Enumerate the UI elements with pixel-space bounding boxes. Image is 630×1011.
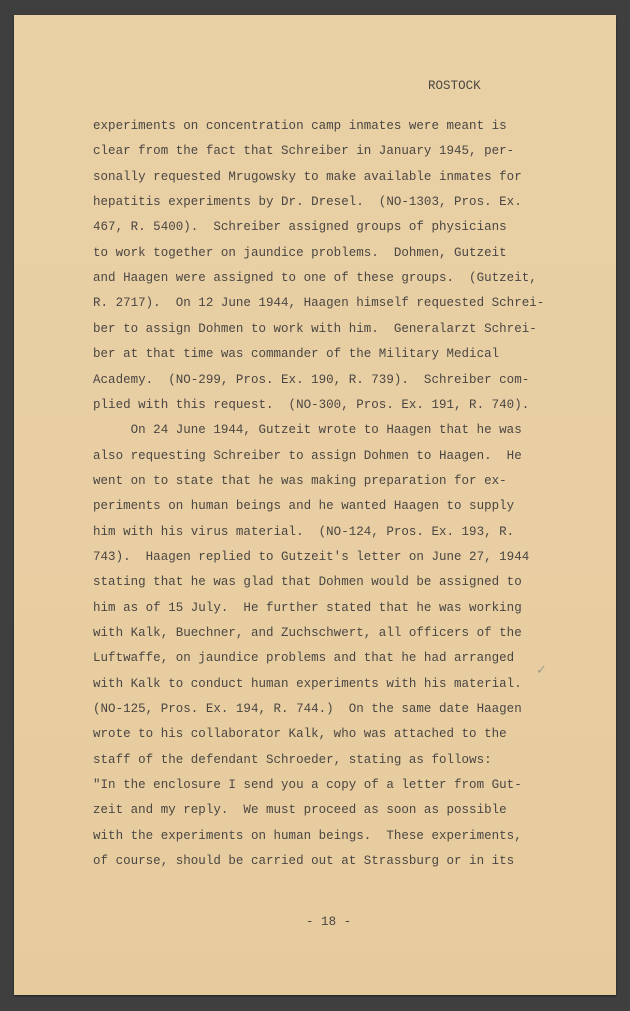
text-line: sonally requested Mrugowsky to make available inmates for [93,169,522,184]
text-line: "In the enclosure I send you a copy of a letter from Gut- [93,778,522,793]
text-line: him with his virus material. (NO-124, Pros. Ex. 193, R. [93,524,515,539]
text-line: staff of the defendant Schroeder, stating as follows: [93,752,492,767]
text-line: wrote to his collaborator Kalk, who was attached to the [93,727,507,742]
check-mark: ✓ [536,663,547,678]
text-line: to work together on jaundice problems. Dohmen, Gutzeit [93,245,507,260]
text-line: went on to state that he was making preparation for ex- [93,473,507,488]
text-line: with Kalk to conduct human experiments with his material. [93,676,522,691]
text-line: stating that he was glad that Dohmen would be assigned to [93,575,522,590]
text-line: him as of 15 July. He further stated that he was working [93,600,522,615]
text-line: of course, should be carried out at Strassburg or in its [93,854,515,869]
text-line: plied with this request. (NO-300, Pros. Ex. 191, R. 740). [93,397,530,412]
text-line: On 24 June 1944, Gutzeit wrote to Haagen that he was [93,423,522,438]
text-line: ber to assign Dohmen to work with him. Generalarzt Schrei- [93,321,537,336]
text-line: with the experiments on human beings. These experiments, [93,828,522,843]
text-line: 743). Haagen replied to Gutzeit's letter on June 27, 1944 [93,549,530,564]
text-line: clear from the fact that Schreiber in January 1945, per- [93,144,515,159]
page-number: - 18 - [306,915,352,929]
page-header: ROSTOCK [428,79,481,93]
text-line: zeit and my reply. We must proceed as soon as possible [93,803,507,818]
text-line: Academy. (NO-299, Pros. Ex. 190, R. 739). Schreiber com- [93,372,530,387]
document-page [14,15,616,995]
text-line: ber at that time was commander of the Military Medical [93,347,500,362]
text-line: experiments on concentration camp inmates were meant is [93,119,507,133]
text-line: R. 2717). On 12 June 1944, Haagen himself requested Schrei- [93,296,545,311]
text-line: with Kalk, Buechner, and Zuchschwert, all officers of the [93,626,522,640]
text-line: also requesting Schreiber to assign Dohmen to Haagen. He [93,448,522,463]
text-line: 467, R. 5400). Schreiber assigned groups of physicians [93,220,507,235]
text-line: and Haagen were assigned to one of these groups. (Gutzeit, [93,271,537,286]
text-line: hepatitis experiments by Dr. Dresel. (NO-1303, Pros. Ex. [93,195,522,210]
text-line: Luftwaffe, on jaundice problems and that he had arranged [93,651,515,666]
text-line: periments on human beings and he wanted Haagen to supply [93,499,515,514]
text-line: (NO-125, Pros. Ex. 194, R. 744.) On the same date Haagen [93,702,522,717]
